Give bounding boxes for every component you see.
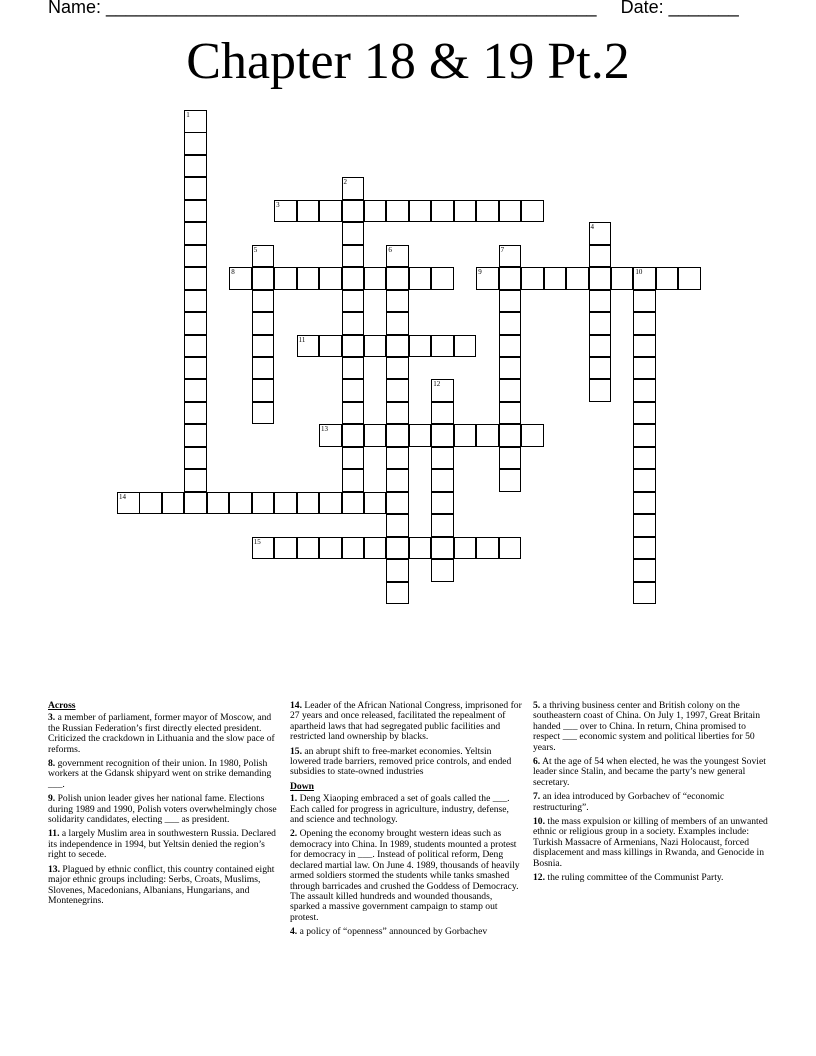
grid-cell[interactable] [274, 200, 297, 223]
grid-cell[interactable] [184, 177, 207, 200]
grid-cell[interactable] [342, 290, 365, 313]
clue-number: 1 [186, 111, 190, 119]
name-blank[interactable]: _________________________________________________ [106, 0, 597, 17]
grid-cell[interactable] [476, 200, 499, 223]
grid-cell[interactable] [297, 267, 320, 290]
clue-item [290, 829, 522, 923]
grid-cell[interactable] [184, 447, 207, 470]
grid-cell[interactable] [678, 267, 701, 290]
clue-number-label: 1. [290, 793, 298, 805]
grid-cell[interactable] [431, 200, 454, 223]
grid-cell[interactable] [342, 424, 365, 447]
grid-cell[interactable] [409, 200, 432, 223]
grid-cell[interactable] [364, 200, 387, 223]
clue-number: 10 [635, 268, 643, 277]
clue-text: a thriving business center and British colony on the southeastern coast of China. On July 1, 1997, Great Britain handed ___ over to China. In return, China promised to respect ___ economic system and political liberties for 50 years. [533, 700, 761, 753]
clue-number: 2 [343, 178, 347, 187]
grid-cell[interactable] [386, 357, 409, 380]
grid-cell[interactable] [633, 335, 656, 358]
clue-text: the mass expulsion or killing of members of an unwanted ethnic or religious group in a society. Examples include: Turkish Massacre of Armenians, Nazi Holocaust, forced displacement and mass killings in Rwanda, and Genocide in Bosnia. [533, 816, 768, 869]
grid-cell[interactable] [409, 424, 432, 447]
grid-cell[interactable] [454, 335, 477, 358]
clue-number: 6 [388, 245, 392, 254]
grid-cell[interactable] [431, 447, 454, 470]
clue-item [290, 701, 522, 743]
clue-column-3 [533, 701, 769, 888]
grid-cell[interactable] [319, 200, 342, 223]
grid-cell[interactable] [633, 492, 656, 515]
grid-cell[interactable] [342, 177, 365, 200]
clue-text: government recognition of their union. In 1980, Polish workers at the Gdansk shipyard went on strike demanding ___. [48, 758, 272, 790]
clue-number: 3 [276, 200, 280, 209]
grid-cell[interactable] [499, 469, 522, 492]
grid-cell[interactable] [184, 492, 207, 515]
grid-cell[interactable] [184, 132, 207, 155]
grid-cell[interactable] [589, 379, 612, 402]
grid-cell[interactable] [386, 335, 409, 358]
grid-cell[interactable] [342, 469, 365, 492]
grid-cell[interactable] [499, 312, 522, 335]
grid-cell[interactable] [386, 290, 409, 313]
grid-cell[interactable] [431, 267, 454, 290]
clue-text: a largely Muslim area in southwestern Russia. Declared its independence in 1994, but Yeltsin denied the region’s right to secede. [48, 828, 276, 861]
grid-cell[interactable] [386, 582, 409, 605]
grid-cell[interactable] [342, 335, 365, 358]
clue-item [290, 747, 522, 778]
clue-text: a member of parliament, former mayor of Moscow, and the Russian Federation’s first directly elected president. Criticized the crackdown in Lithuania and the slow pace of reforms. [48, 712, 275, 755]
grid-cell[interactable] [633, 312, 656, 335]
clue-number-label: 6. [533, 756, 541, 768]
grid-cell[interactable] [297, 200, 320, 223]
grid-cell[interactable] [252, 245, 275, 268]
grid-cell[interactable] [633, 559, 656, 582]
grid-cell[interactable] [499, 379, 522, 402]
grid-cell[interactable] [521, 424, 544, 447]
grid-cell[interactable] [431, 469, 454, 492]
grid-cell[interactable] [364, 335, 387, 358]
grid-cell[interactable] [252, 537, 275, 560]
grid-cell[interactable] [589, 357, 612, 380]
clue-text: Plagued by ethnic conflict, this country contained eight major ethnic groups including: Serbs, Croats, Muslims, Slovenes, Macedonians, Albanians, Hungarians, and Montenegrins. [48, 863, 275, 906]
grid-cell[interactable] [252, 312, 275, 335]
clue-item [533, 873, 769, 883]
clue-number: 15 [253, 537, 261, 546]
clue-number-label: 15. [290, 745, 302, 757]
grid-cell[interactable] [499, 447, 522, 470]
grid-cell[interactable] [342, 200, 365, 223]
grid-cell[interactable] [633, 537, 656, 560]
clue-text: Deng Xiaoping embraced a set of goals called the ___. Each called for progress in agriculture, industry, defense, and science and technology. [290, 793, 510, 826]
clue-number-label: 8. [48, 758, 56, 770]
clue-number: 4 [590, 223, 594, 232]
grid-cell[interactable] [611, 267, 634, 290]
clue-number: 11 [298, 335, 306, 344]
grid-cell[interactable] [319, 424, 342, 447]
clue-number-label: 2. [290, 828, 298, 840]
grid-cell[interactable] [409, 267, 432, 290]
grid-cell[interactable] [454, 200, 477, 223]
grid-cell[interactable] [431, 402, 454, 425]
clue-number: 12 [433, 380, 441, 389]
grid-cell[interactable] [431, 335, 454, 358]
grid-cell[interactable] [184, 110, 207, 133]
grid-cell[interactable] [342, 245, 365, 268]
date-label: Date: [620, 0, 664, 17]
grid-cell[interactable] [386, 514, 409, 537]
grid-cell[interactable] [386, 424, 409, 447]
grid-cell[interactable] [229, 492, 252, 515]
grid-cell[interactable] [499, 200, 522, 223]
grid-cell[interactable] [252, 267, 275, 290]
grid-cell[interactable] [184, 312, 207, 335]
grid-cell[interactable] [342, 447, 365, 470]
clue-item [533, 701, 769, 753]
clue-text: an idea introduced by Gorbachev of “economic restructuring”. [533, 791, 725, 813]
clue-number-label: 14. [290, 700, 302, 711]
grid-cell[interactable] [409, 335, 432, 358]
grid-cell[interactable] [633, 469, 656, 492]
clue-item [533, 757, 769, 788]
grid-cell[interactable] [364, 424, 387, 447]
grid-cell[interactable] [521, 200, 544, 223]
grid-cell[interactable] [252, 402, 275, 425]
grid-cell[interactable] [633, 290, 656, 313]
clue-column-1 [48, 701, 280, 910]
grid-cell[interactable] [297, 335, 320, 358]
grid-cell[interactable] [454, 537, 477, 560]
grid-cell[interactable] [342, 267, 365, 290]
across-heading: Across [48, 700, 76, 711]
grid-cell[interactable] [589, 335, 612, 358]
grid-cell[interactable] [386, 312, 409, 335]
grid-cell[interactable] [184, 222, 207, 245]
clue-item [48, 759, 280, 790]
grid-cell[interactable] [162, 492, 185, 515]
grid-cell[interactable] [431, 379, 454, 402]
grid-cell[interactable] [386, 447, 409, 470]
grid-cell[interactable] [431, 514, 454, 537]
grid-cell[interactable] [633, 357, 656, 380]
grid-cell[interactable] [252, 379, 275, 402]
clue-number: 7 [500, 245, 505, 254]
grid-cell[interactable] [184, 402, 207, 425]
grid-cell[interactable] [386, 245, 409, 268]
clue-item [48, 829, 280, 860]
clue-item [533, 792, 769, 813]
grid-cell[interactable] [431, 559, 454, 582]
clue-number: 13 [321, 425, 328, 434]
clue-text: At the age of 54 when elected, he was the youngest Soviet leader since Stalin, and became the party’s new general secretary. [533, 756, 766, 788]
grid-cell[interactable] [386, 537, 409, 560]
grid-cell[interactable] [319, 335, 342, 358]
grid-cell[interactable] [454, 424, 477, 447]
grid-cell[interactable] [207, 492, 230, 515]
grid-cell[interactable] [499, 402, 522, 425]
page-title: Chapter 18 & 19 Pt.2 [186, 33, 630, 90]
clue-number-label: 13. [48, 863, 60, 875]
date-blank[interactable]: _______ [668, 0, 739, 17]
clue-item [48, 713, 280, 755]
clue-number-label: 7. [533, 791, 541, 803]
clue-item [290, 794, 522, 825]
grid-cell[interactable] [499, 335, 522, 358]
clue-number-label: 3. [48, 712, 56, 724]
grid-cell[interactable] [633, 379, 656, 402]
clue-text: a policy of “openness” announced by Gorbachev [297, 926, 488, 938]
grid-cell[interactable] [544, 267, 567, 290]
grid-cell[interactable] [633, 424, 656, 447]
grid-cell[interactable] [386, 492, 409, 515]
grid-cell[interactable] [184, 469, 207, 492]
name-label: Name: [48, 0, 102, 17]
grid-cell[interactable] [274, 537, 297, 560]
clue-column-2 [290, 701, 522, 942]
clue-number-label: 10. [533, 816, 545, 828]
grid-cell[interactable] [589, 222, 612, 245]
grid-cell[interactable] [633, 514, 656, 537]
grid-cell[interactable] [386, 559, 409, 582]
grid-cell[interactable] [364, 492, 387, 515]
down-heading: Down [290, 780, 314, 792]
grid-cell[interactable] [319, 267, 342, 290]
grid-cell[interactable] [476, 267, 499, 290]
grid-cell[interactable] [499, 537, 522, 560]
clue-number-label: 5. [533, 700, 541, 711]
grid-cell[interactable] [386, 267, 409, 290]
grid-cell[interactable] [184, 357, 207, 380]
grid-cell[interactable] [184, 200, 207, 223]
grid-cell[interactable] [633, 402, 656, 425]
grid-cell[interactable] [252, 492, 275, 515]
clue-item [48, 865, 280, 907]
clue-item [290, 927, 522, 937]
clue-number: 5 [253, 245, 258, 254]
grid-cell[interactable] [342, 357, 365, 380]
grid-cell[interactable] [656, 267, 679, 290]
grid-cell[interactable] [431, 537, 454, 560]
grid-cell[interactable] [342, 537, 365, 560]
grid-cell[interactable] [431, 424, 454, 447]
grid-cell[interactable] [633, 582, 656, 605]
grid-cell[interactable] [633, 267, 656, 290]
grid-cell[interactable] [184, 424, 207, 447]
grid-cell[interactable] [184, 335, 207, 358]
clue-text: Opening the economy brought western ideas such as democracy into China. In 1989, students mounted a protest for democracy in ___. Instead of political reform, Deng declared martial law. On June 4. 1989, thousands of heavily armed soldiers stormed the students while tanks smashed through barricades and crushed the Goddess of Democracy. The assault killed hundreds and wounded thousands, sparked a massive government campaign to stamp out protest. [290, 828, 520, 923]
grid-cell[interactable] [229, 267, 252, 290]
grid-cell[interactable] [499, 245, 522, 268]
grid-cell[interactable] [297, 537, 320, 560]
grid-cell[interactable] [386, 379, 409, 402]
grid-cell[interactable] [184, 245, 207, 268]
grid-cell[interactable] [184, 155, 207, 178]
grid-cell[interactable] [184, 267, 207, 290]
clue-item [48, 794, 280, 825]
grid-cell[interactable] [364, 267, 387, 290]
clue-number: 9 [478, 268, 482, 277]
clue-number: 14 [119, 492, 126, 501]
grid-cell[interactable] [589, 290, 612, 313]
clue-item [533, 817, 769, 869]
grid-cell[interactable] [566, 267, 589, 290]
grid-cell[interactable] [386, 200, 409, 223]
grid-cell[interactable] [589, 267, 612, 290]
grid-cell[interactable] [297, 492, 320, 515]
grid-cell[interactable] [499, 424, 522, 447]
grid-cell[interactable] [139, 492, 162, 515]
grid-cell[interactable] [319, 492, 342, 515]
clue-text: Polish union leader gives her national fame. Elections during 1989 and 1990, Polish voters overwhelmingly chose solidarity candidates, electing ___ as president. [48, 793, 277, 826]
grid-cell[interactable] [476, 424, 499, 447]
grid-cell[interactable] [342, 492, 365, 515]
grid-cell[interactable] [364, 537, 387, 560]
grid-cell[interactable] [499, 290, 522, 313]
clue-number-label: 11. [48, 828, 60, 840]
grid-cell[interactable] [252, 357, 275, 380]
grid-cell[interactable] [342, 312, 365, 335]
grid-cell[interactable] [431, 492, 454, 515]
grid-cell[interactable] [117, 492, 140, 515]
grid-cell[interactable] [521, 267, 544, 290]
grid-cell[interactable] [184, 379, 207, 402]
clue-number-label: 4. [290, 926, 298, 938]
grid-cell[interactable] [476, 537, 499, 560]
grid-cell[interactable] [274, 267, 297, 290]
grid-cell[interactable] [633, 447, 656, 470]
clue-text: the ruling committee of the Communist Party. [545, 872, 724, 884]
grid-cell[interactable] [409, 537, 432, 560]
grid-cell[interactable] [252, 335, 275, 358]
clue-text: an abrupt shift to free-market economies. Yeltsin lowered trade barriers, removed price controls, and ended subsidies to state-owned industries [290, 745, 512, 778]
grid-cell[interactable] [319, 537, 342, 560]
clue-text: Leader of the African National Congress, imprisoned for 27 years and once released, facilitated the repealment of apartheid laws that had segregated public facilities and restricted land ownership by blacks. [290, 700, 522, 743]
grid-cell[interactable] [589, 312, 612, 335]
grid-cell[interactable] [342, 379, 365, 402]
grid-cell[interactable] [342, 402, 365, 425]
clue-number-label: 9. [48, 793, 56, 805]
grid-cell[interactable] [274, 492, 297, 515]
grid-cell[interactable] [184, 290, 207, 313]
grid-cell[interactable] [499, 267, 522, 290]
grid-cell[interactable] [342, 222, 365, 245]
grid-cell[interactable] [589, 245, 612, 268]
grid-cell[interactable] [252, 290, 275, 313]
clue-number-label: 12. [533, 872, 545, 884]
grid-cell[interactable] [386, 469, 409, 492]
grid-cell[interactable] [386, 402, 409, 425]
grid-cell[interactable] [499, 357, 522, 380]
clue-number: 8 [231, 268, 235, 277]
